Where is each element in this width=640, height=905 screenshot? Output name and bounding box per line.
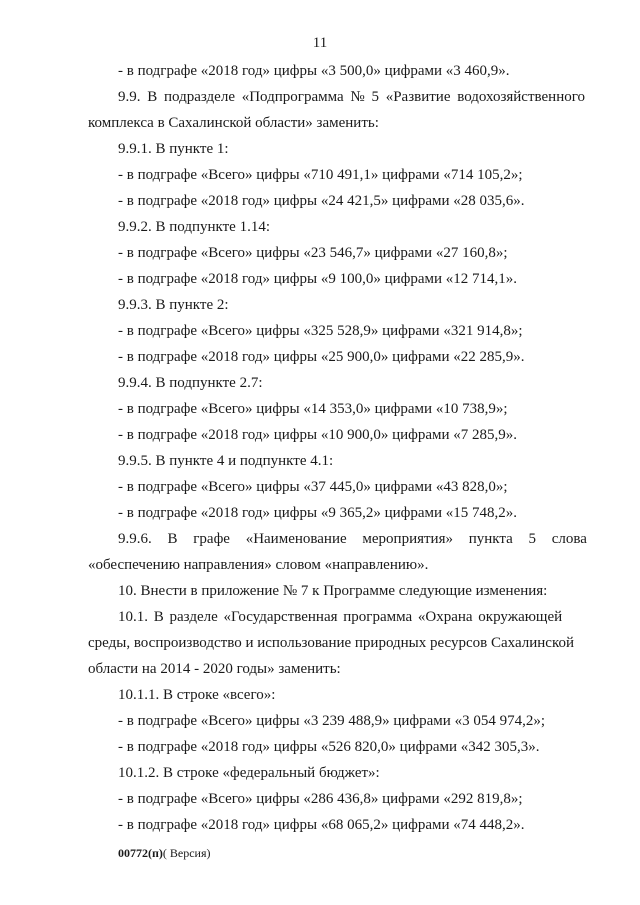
- paragraph-line: области на 2014 - 2020 годы» заменить:: [88, 661, 341, 677]
- bullet-line: - в подграфе «2018 год» цифры «25 900,0» цифрами «22 285,9».: [118, 349, 525, 365]
- paragraph-line: среды, воспроизводство и использование природных ресурсов Сахалинской: [88, 635, 574, 651]
- bullet-line: - в подграфе «2018 год» цифры «24 421,5» цифрами «28 035,6».: [118, 193, 525, 209]
- bullet-line: - в подграфе «Всего» цифры «286 436,8» цифрами «292 819,8»;: [118, 791, 523, 807]
- section-heading: 9.9.5. В пункте 4 и подпункте 4.1:: [118, 453, 334, 469]
- bullet-line: - в подграфе «2018 год» цифры «68 065,2» цифрами «74 448,2».: [118, 817, 525, 833]
- document-footer: [118, 846, 211, 860]
- paragraph-line: 9.9.6. В графе «Наименование мероприятия» пункта 5 слова: [118, 531, 587, 547]
- section-heading: 10.1.2. В строке «федеральный бюджет»:: [118, 765, 380, 781]
- section-heading: 9.9.4. В подпункте 2.7:: [118, 375, 263, 391]
- document-code: 00772(п): [118, 846, 163, 860]
- document-version: ( Версия): [162, 846, 211, 860]
- document-body: [88, 58, 590, 838]
- bullet-line: - в подграфе «Всего» цифры «710 491,1» цифрами «714 105,2»;: [118, 167, 523, 183]
- bullet-line: - в подграфе «Всего» цифры «37 445,0» цифрами «43 828,0»;: [118, 479, 508, 495]
- paragraph-line: комплекса в Сахалинской области» заменить:: [88, 115, 379, 131]
- bullet-line: - в подграфе «Всего» цифры «325 528,9» цифрами «321 914,8»;: [118, 323, 523, 339]
- section-heading: 9.9.2. В подпункте 1.14:: [118, 219, 271, 235]
- paragraph-line: 10.1. В разделе «Государственная программа «Охрана окружающей: [118, 609, 563, 625]
- section-heading: 9.9.1. В пункте 1:: [118, 141, 229, 157]
- bullet-line: - в подграфе «2018 год» цифры «3 500,0» цифрами «3 460,9».: [118, 63, 510, 79]
- bullet-line: - в подграфе «Всего» цифры «23 546,7» цифрами «27 160,8»;: [118, 245, 508, 261]
- bullet-line: - в подграфе «Всего» цифры «3 239 488,9» цифрами «3 054 974,2»;: [118, 713, 545, 729]
- bullet-line: - в подграфе «2018 год» цифры «526 820,0» цифрами «342 305,3».: [118, 739, 540, 755]
- bullet-line: - в подграфе «2018 год» цифры «9 365,2» цифрами «15 748,2».: [118, 505, 518, 521]
- page-number: 11: [312, 35, 328, 51]
- paragraph-line: 9.9. В подразделе «Подпрограмма № 5 «Развитие водохозяйственного: [118, 89, 586, 105]
- section-heading: 10.1.1. В строке «всего»:: [118, 687, 276, 703]
- bullet-line: - в подграфе «2018 год» цифры «10 900,0» цифрами «7 285,9».: [118, 427, 518, 443]
- paragraph-line: 10. Внести в приложение № 7 к Программе следующие изменения:: [118, 583, 548, 599]
- section-heading: 9.9.3. В пункте 2:: [118, 297, 229, 313]
- bullet-line: - в подграфе «2018 год» цифры «9 100,0» цифрами «12 714,1».: [118, 271, 518, 287]
- paragraph-line: «обеспечению направления» словом «направлению».: [88, 557, 429, 573]
- bullet-line: - в подграфе «Всего» цифры «14 353,0» цифрами «10 738,9»;: [118, 401, 508, 417]
